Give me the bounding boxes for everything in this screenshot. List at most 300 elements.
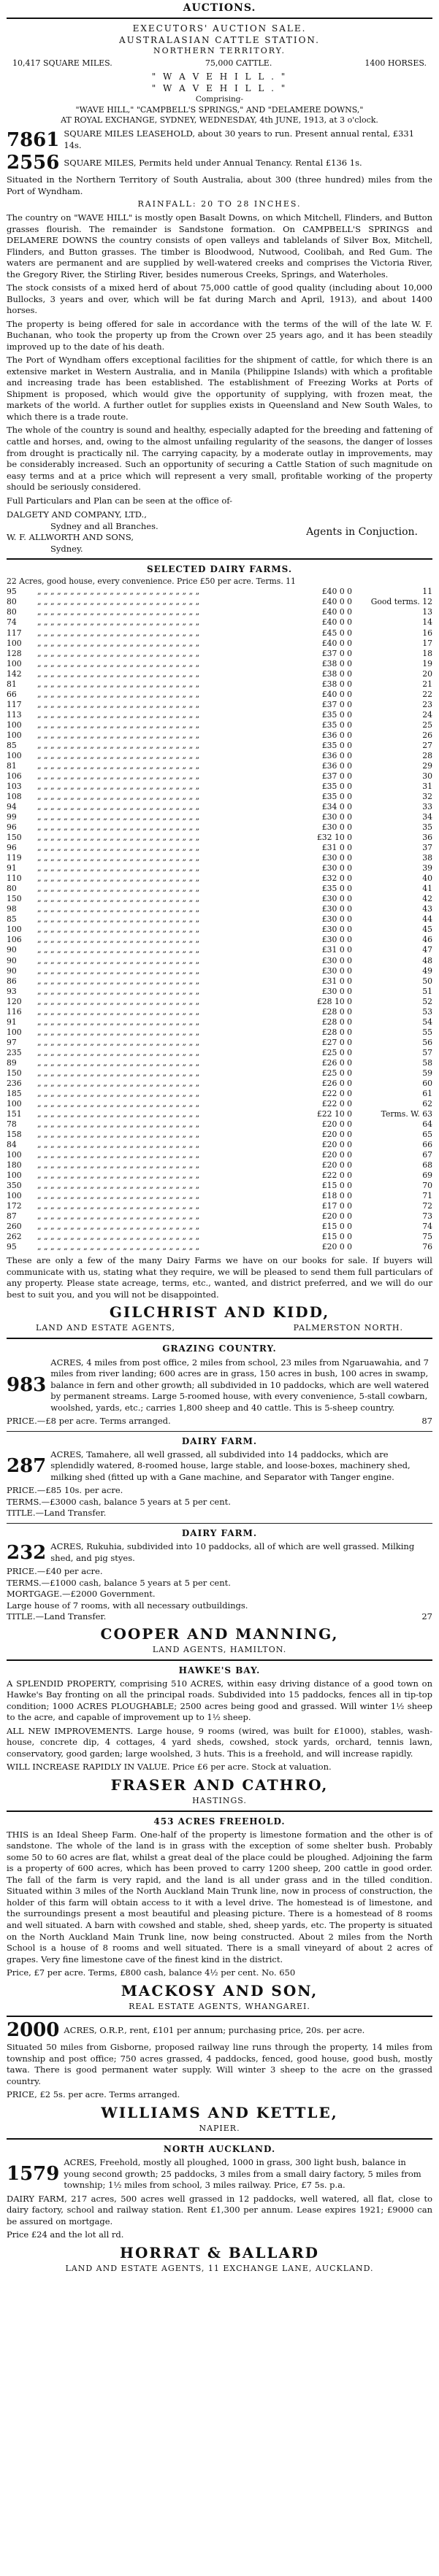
agent-location: Sydney and all Branches. [50, 520, 159, 531]
dairy-row-dots: „ „ „ „ „ „ „ „ „ „ „ „ „ „ „ „ „ „ „ „ „ „ „ „ „ [37, 965, 200, 976]
dairy-row-dots: „ „ „ „ „ „ „ „ „ „ „ „ „ „ „ „ „ „ „ „ „ „ „ „ „ [37, 1160, 200, 1171]
dairy-row-price: £27 0 0 [321, 1037, 352, 1047]
dairy-farm-row [7, 935, 432, 945]
dairy-farm-1-terms: TERMS.—£3000 cash, balance 5 years at 5 per cent. [7, 1496, 231, 1507]
dairy-row-terms: 60 [422, 1078, 432, 1088]
dairy-row-price: £15 0 0 [321, 1181, 352, 1191]
dairy-farm-1-price: PRICE.—£85 10s. per acre. [7, 1485, 123, 1496]
dairy-farm-row [7, 874, 432, 884]
dairy-row-price: £30 0 0 [321, 965, 352, 976]
grazing-heading: GRAZING COUNTRY. [162, 1343, 277, 1354]
newspaper-page [7, 2, 432, 2274]
dairy-row-acres: 81 [7, 760, 17, 771]
dairy-farm-row [7, 843, 432, 853]
dairy-row-acres: 100 [7, 750, 22, 760]
dairy-farm-row [7, 1007, 432, 1017]
hawkes-bay-increase: WILL INCREASE RAPIDLY IN VALUE. Price £6 per acre. Stock at valuation. [7, 1762, 332, 1773]
dairy-row-terms: 33 [422, 802, 432, 812]
dairy-farm-row [7, 833, 432, 843]
dairy-row-terms: 23 [422, 699, 432, 709]
dairy-row-price: £35 0 0 [321, 720, 352, 730]
dairy-farm-2-heading: DAIRY FARM. [181, 1527, 258, 1538]
dairy-farm-row [7, 1150, 432, 1160]
dairy-farm-row [7, 997, 432, 1007]
dairy-row-price: £40 0 0 [321, 689, 352, 699]
dairy-row-dots: „ „ „ „ „ „ „ „ „ „ „ „ „ „ „ „ „ „ „ „ „ „ „ „ „ [37, 914, 200, 925]
lease-1-text: SQUARE MILES LEASEHOLD, about 30 years to run. Present annual rental, £331 14s. [64, 128, 415, 150]
dairy-row-acres: 172 [7, 1201, 22, 1211]
dairy-row-price: £31 0 0 [321, 945, 352, 955]
dairy-row-terms: 56 [422, 1037, 432, 1047]
dairy-row-terms: 69 [422, 1171, 432, 1181]
dairy-row-acres: 80 [7, 884, 17, 894]
dairy-row-acres: 96 [7, 843, 17, 853]
dairy-row-terms: 47 [422, 945, 432, 955]
dairy-farm-row [7, 1017, 432, 1027]
dairy-row-acres: 235 [7, 1047, 22, 1057]
dairy-row-dots: „ „ „ „ „ „ „ „ „ „ „ „ „ „ „ „ „ „ „ „ „ „ „ „ „ [37, 1078, 200, 1088]
dairy-row-acres: 96 [7, 822, 17, 833]
dairy-row-terms: 17 [422, 638, 432, 648]
dairy-row-dots: „ „ „ „ „ „ „ „ „ „ „ „ „ „ „ „ „ „ „ „ „ „ „ „ „ [37, 658, 200, 668]
dairy-row-price: £36 0 0 [321, 730, 352, 740]
dairy-row-price: £28 10 0 [316, 996, 352, 1006]
williams-sub: NAPIER. [199, 2123, 240, 2133]
hawkes-bay-heading: HAWKE'S BAY. [178, 1665, 261, 1675]
dairy-row-terms: 42 [422, 894, 432, 904]
dairy-row-acres: 98 [7, 904, 17, 914]
lease-2-number: 2556 [7, 152, 60, 174]
dairy-row-acres: 116 [7, 1006, 22, 1017]
dairy-row-dots: „ „ „ „ „ „ „ „ „ „ „ „ „ „ „ „ „ „ „ „ „ „ „ „ „ [37, 740, 200, 750]
dairy-farm-2-title-line [7, 1611, 432, 1623]
dairy-row-terms: 36 [422, 833, 432, 843]
north-auckland-dairy: DAIRY FARM, 217 acres, 500 acres well grassed in 12 paddocks, well watered, all flat, close to dairy factory, school and railway station. Rent £1,300 per annum. Lease expires 1921; £9000 can be assured on mortgage. [7, 2193, 432, 2226]
dairy-row-price: £20 0 0 [321, 1140, 352, 1150]
dairy-farm-row [7, 1191, 432, 1201]
dairy-farm-row [7, 853, 432, 863]
dairy-farm-row [7, 822, 432, 833]
dairy-row-acres: 151 [7, 1108, 22, 1119]
dairy-row-terms: 35 [422, 822, 432, 833]
dairy-row-terms: 72 [422, 1201, 432, 1211]
dairy-row-dots: „ „ „ „ „ „ „ „ „ „ „ „ „ „ „ „ „ „ „ „ „ „ „ „ „ [37, 822, 200, 833]
dairy-row-terms: 48 [422, 955, 432, 965]
agents-list [7, 509, 159, 555]
dairy-row-dots: „ „ „ „ „ „ „ „ „ „ „ „ „ „ „ „ „ „ „ „ „ „ „ „ „ [37, 699, 200, 709]
dairy-row-dots: „ „ „ „ „ „ „ „ „ „ „ „ „ „ „ „ „ „ „ „ „ „ „ „ „ [37, 1119, 200, 1129]
dairy-row-terms: 76 [422, 1242, 432, 1252]
section-title: AUCTIONS. [183, 2, 256, 14]
dairy-row-dots: „ „ „ „ „ „ „ „ „ „ „ „ „ „ „ „ „ „ „ „ „ „ „ „ „ [37, 607, 200, 617]
dairy-farm-row [7, 690, 432, 700]
dairy-farm-row [7, 1160, 432, 1171]
dairy-row-acres: 74 [7, 617, 17, 628]
dairy-row-dots: „ „ „ „ „ „ „ „ „ „ „ „ „ „ „ „ „ „ „ „ „ „ „ „ „ [37, 638, 200, 648]
dairy-row-terms: 49 [422, 965, 432, 976]
dairy-row-dots: „ „ „ „ „ „ „ „ „ „ „ „ „ „ „ „ „ „ „ „ „ „ „ „ „ [37, 781, 200, 791]
dairy-row-price: £20 0 0 [321, 1242, 352, 1252]
dairy-farm-row [7, 976, 432, 987]
dairy-row-dots: „ „ „ „ „ „ „ „ „ „ „ „ „ „ „ „ „ „ „ „ „ „ „ „ „ [37, 1222, 200, 1232]
station-name: AUSTRALASIAN CATTLE STATION. [119, 35, 320, 46]
dairy-farm-row [7, 771, 432, 782]
wave-hill-line-2: " W A V E H I L L . " [151, 83, 288, 94]
grazing-price-line [7, 1416, 432, 1427]
dairy-row-dots: „ „ „ „ „ „ „ „ „ „ „ „ „ „ „ „ „ „ „ „ „ „ „ „ „ [37, 884, 200, 894]
dairy-row-dots: „ „ „ „ „ „ „ „ „ „ „ „ „ „ „ „ „ „ „ „ „ „ „ „ „ [37, 996, 200, 1006]
dairy-row-dots: „ „ „ „ „ „ „ „ „ „ „ „ „ „ „ „ „ „ „ „ „ „ „ „ „ [37, 853, 200, 863]
dairy-row-price: £37 0 0 [321, 699, 352, 709]
dairy-farm-row [7, 628, 432, 639]
dairy-farm-row [7, 710, 432, 720]
north-auckland-number: 1579 [7, 2163, 60, 2186]
dairy-row-acres: 80 [7, 607, 17, 617]
divider [7, 2138, 432, 2140]
dairy-row-dots: „ „ „ „ „ „ „ „ „ „ „ „ „ „ „ „ „ „ „ „ „ „ „ „ „ [37, 709, 200, 720]
paragraph: The stock consists of a mixed herd of about 75,000 cattle of good quality (including about 10,000 Bullocks, 3 years and over, which will be fat during March and April, 1913), and about 1400 horses. [7, 282, 432, 316]
dairy-row-price: £18 0 0 [321, 1191, 352, 1201]
dairy-farm-row [7, 1068, 432, 1079]
dairy-row-price: £36 0 0 [321, 750, 352, 760]
dairy-row-dots: „ „ „ „ „ „ „ „ „ „ „ „ „ „ „ „ „ „ „ „ „ „ „ „ „ [37, 955, 200, 965]
fraser-sub: HASTINGS. [192, 1795, 247, 1805]
divider [7, 1431, 432, 1432]
dairy-farm-2-title: TITLE.—Land Transfer. [7, 1611, 107, 1622]
dairy-row-terms: 67 [422, 1150, 432, 1160]
dairy-row-terms: 44 [422, 914, 432, 925]
dairy-row-price: £35 0 0 [321, 792, 352, 801]
dairy-row-terms: 19 [422, 658, 432, 668]
dairy-farm-row [7, 1079, 432, 1089]
paragraph: The country on "WAVE HILL" is mostly open Basalt Downs, on which Mitchell, Flinders, and Button grasses flourish. The remainder is Sandstone formation. On CAMPBELL'S SPRINGS and DELAMERE DOWNS the country consists of open valleys and tablelands of Silver Box, Mitchell, Flinders, and Button grasses. The timber is Bloodwood, Nutwood, Coolibah, and Red Gum. The waters are permanent and are supplied by well-watered creeks and comprises the Victoria River, the Gregory River, the Stirling River, besides numerous Creeks, Springs, and Waterholes. [7, 212, 432, 279]
dairy-row-terms: 51 [422, 986, 432, 996]
lease-2 [7, 153, 432, 172]
dairy-row-acres: 350 [7, 1181, 22, 1191]
dairy-farm-row [7, 587, 432, 597]
dairy-row-acres: 100 [7, 1171, 22, 1181]
dairy-row-price: £30 0 0 [321, 863, 352, 874]
dairy-row-terms: 29 [422, 760, 432, 771]
dairy-row-terms: 22 [422, 689, 432, 699]
dairy-row-terms: 70 [422, 1181, 432, 1191]
dairy-row-acres: 84 [7, 1140, 17, 1150]
dairy-row-dots: „ „ „ „ „ „ „ „ „ „ „ „ „ „ „ „ „ „ „ „ „ „ „ „ „ [37, 1181, 200, 1191]
dairy-row-terms: 55 [422, 1027, 432, 1037]
cooper-sub: LAND AGENTS, HAMILTON. [152, 1644, 287, 1654]
grazing-text: ACRES, 4 miles from post office, 2 miles from school, 23 miles from Ngaruawahia, and 7 miles from river landing; 600 acres are in grass, 150 acres in bush, 100 acres in swamp, balance in fern and other growth; all subdivided in 10 paddocks, which are well watered by permanent streams. Large 5-roomed house, with every convenience, 5-stall cowbarn, woolshed, yards, etc.; carries 1,800 sheep and 40 cattle. This is 5-sheep country. [50, 1357, 430, 1413]
divider [7, 1338, 432, 1339]
north-auckland-heading: NORTH AUCKLAND. [163, 2143, 276, 2154]
dairy-row-acres: 113 [7, 709, 22, 720]
dairy-farm-row [7, 812, 432, 822]
dairy-row-dots: „ „ „ „ „ „ „ „ „ „ „ „ „ „ „ „ „ „ „ „ „ „ „ „ „ [37, 904, 200, 914]
dairy-row-terms: 11 [422, 587, 432, 597]
dairy-row-price: £20 0 0 [321, 1130, 352, 1140]
dairy-row-dots: „ „ „ „ „ „ „ „ „ „ „ „ „ „ „ „ „ „ „ „ „ „ „ „ „ [37, 1037, 200, 1047]
dairy-row-acres: 180 [7, 1160, 22, 1171]
dairy-row-terms: Terms. W. 63 [381, 1108, 432, 1119]
dairy-farms-list [7, 576, 432, 1252]
dairy-row-price: £22 10 0 [316, 1108, 352, 1119]
dairy-row-terms: 54 [422, 1017, 432, 1027]
dairy-row-price: £35 0 0 [321, 740, 352, 750]
dairy-row-acres: 90 [7, 965, 17, 976]
freehold-heading: 453 ACRES FREEHOLD. [153, 1816, 286, 1827]
dairy-row-acres: 158 [7, 1130, 22, 1140]
dairy-row-terms: 24 [422, 709, 432, 720]
dairy-farm-row [7, 639, 432, 649]
dairy-row-acres: 185 [7, 1088, 22, 1098]
dairy-row-price: £17 0 0 [321, 1201, 352, 1211]
dairy-row-dots: „ „ „ „ „ „ „ „ „ „ „ „ „ „ „ „ „ „ „ „ „ „ „ „ „ [37, 587, 200, 597]
dairy-row-acres: 85 [7, 740, 17, 750]
dairy-row-acres: 78 [7, 1119, 17, 1129]
divider [7, 18, 432, 19]
dairy-row-dots: „ „ „ „ „ „ „ „ „ „ „ „ „ „ „ „ „ „ „ „ „ „ „ „ „ [37, 945, 200, 955]
dairy-row-dots: „ „ „ „ „ „ „ „ „ „ „ „ „ „ „ „ „ „ „ „ „ „ „ „ „ [37, 771, 200, 781]
dairy-row-acres: 100 [7, 1027, 22, 1037]
dairy-row-terms: 75 [422, 1232, 432, 1242]
divider [7, 1810, 432, 1812]
dairy-row-dots: „ „ „ „ „ „ „ „ „ „ „ „ „ „ „ „ „ „ „ „ „ „ „ „ „ [37, 1068, 200, 1078]
dairy-row-price: £36 0 0 [321, 760, 352, 771]
lease-1 [7, 128, 432, 151]
dairy-farm-row [7, 679, 432, 690]
dairy-farm-row [7, 904, 432, 914]
dairy-row-acres: 120 [7, 996, 22, 1006]
dairy-farm-row [7, 1058, 432, 1068]
grazing-num-tag: 87 [421, 1416, 432, 1427]
wave-hill-line-1: " W A V E H I L L . " [151, 72, 288, 82]
hawkes-bay-text: A SPLENDID PROPERTY, comprising 510 ACRES, within easy driving distance of a good town on Hawke's Bay fronting on all the principal roads. Subdivided into 15 paddocks, fences all in tip-top condition; 1000 ACRES PLOUGHABLE; 2500 acres being good and grassed. Will winter 1½ sheep to the acre, and capable of improvement up to 1½ sheep. [7, 1678, 432, 1723]
dairy-row-terms: 39 [422, 863, 432, 874]
hawkes-bay-ad [7, 1665, 432, 1807]
dairy-row-terms: 52 [422, 996, 432, 1006]
dairy-row-terms: 30 [422, 771, 432, 781]
dairy-row-dots: „ „ „ „ „ „ „ „ „ „ „ „ „ „ „ „ „ „ „ „ „ „ „ „ „ [37, 1047, 200, 1057]
dairy-farm-row [7, 894, 432, 904]
dairy-row-dots: „ „ „ „ „ „ „ „ „ „ „ „ „ „ „ „ „ „ „ „ „ „ „ „ „ [37, 925, 200, 935]
dairy-farm-row [7, 863, 432, 874]
dairy-row-acres: 106 [7, 771, 22, 781]
dairy-row-price: £30 0 0 [321, 853, 352, 863]
dairy-row-price: £26 0 0 [321, 1057, 352, 1068]
dairy-farm-row [7, 751, 432, 761]
dairy-row-terms: 25 [422, 720, 432, 730]
dairy-row-acres: 81 [7, 679, 17, 689]
dairy-row-terms: 65 [422, 1130, 432, 1140]
dairy-row-dots: „ „ „ „ „ „ „ „ „ „ „ „ „ „ „ „ „ „ „ „ „ „ „ „ „ [37, 1006, 200, 1017]
dairy-farm-row [7, 966, 432, 976]
north-auckland-tail: Price £24 and the lot all rd. [7, 2229, 124, 2240]
executors-heading: EXECUTORS' AUCTION SALE. [132, 23, 307, 34]
dairy-row-price: £30 0 0 [321, 935, 352, 945]
dairy-row-acres: 95 [7, 587, 17, 597]
dairy-row-price: £45 0 0 [321, 628, 352, 638]
dairy-row-dots: „ „ „ „ „ „ „ „ „ „ „ „ „ „ „ „ „ „ „ „ „ „ „ „ „ [37, 1057, 200, 1068]
dairy-row-price: £22 0 0 [321, 1098, 352, 1108]
dairy-row-dots: „ „ „ „ „ „ „ „ „ „ „ „ „ „ „ „ „ „ „ „ „ „ „ „ „ [37, 1242, 200, 1252]
dairy-row-price: £38 0 0 [321, 658, 352, 668]
dairy-row-price: £30 0 0 [321, 822, 352, 833]
dairy-farm-2-terms: TERMS.—£1000 cash, balance 5 years at 5 per cent. [7, 1577, 231, 1588]
dairy-row-terms: 28 [422, 750, 432, 760]
hawkes-bay-improvements: ALL NEW IMPROVEMENTS. Large house, 9 rooms (wired, was built for £1000), stables, wash-house, concrete dip, 4 cottages, 4 yard sheds, cowshed, stock yards, orchard, tennis lawn, conservatory, good garden; large woolshed, 3 huts. This is a freehold, and will increase rapidly. [7, 1725, 432, 1759]
dairy-farm-row [7, 802, 432, 812]
dairy-row-acres: 95 [7, 1242, 17, 1252]
dairy-farm-row [7, 1171, 432, 1181]
north-auckland-ad [7, 2143, 432, 2275]
dairy-row-acres: 100 [7, 720, 22, 730]
acres-2000-price: PRICE, £2 5s. per acre. Terms arranged. [7, 2089, 180, 2100]
dairy-row-acres: 117 [7, 699, 22, 709]
dairy-farm-row [7, 1099, 432, 1109]
gilchrist-sub-left: LAND AND ESTATE AGENTS, [36, 1323, 175, 1333]
territory: NORTHERN TERRITORY. [153, 46, 286, 56]
dairy-row-price: £35 0 0 [321, 709, 352, 720]
dairy-farm-2-price: PRICE.—£40 per acre. [7, 1566, 103, 1577]
dairy-row-acres: 260 [7, 1222, 22, 1232]
divider [7, 1659, 432, 1661]
dairy-row-dots: „ „ „ „ „ „ „ „ „ „ „ „ „ „ „ „ „ „ „ „ „ „ „ „ „ [37, 1211, 200, 1222]
dairy-farm-row [7, 792, 432, 802]
dairy-row-acres: 236 [7, 1078, 22, 1088]
grazing-number: 983 [7, 1374, 47, 1397]
horrat-sub: LAND AND ESTATE AGENTS, 11 EXCHANGE LANE, AUCKLAND. [65, 2263, 374, 2273]
dairy-row-acres: 90 [7, 955, 17, 965]
dairy-farm-row [7, 1109, 432, 1119]
dairy-farm-row [7, 597, 432, 607]
dairy-row-terms: 50 [422, 976, 432, 986]
dairy-row-acres: 90 [7, 945, 17, 955]
dairy-row-terms: 16 [422, 628, 432, 638]
acres-2000-ad [7, 2021, 432, 2134]
dairy-farm-row [7, 730, 432, 741]
dairy-row-dots: „ „ „ „ „ „ „ „ „ „ „ „ „ „ „ „ „ „ „ „ „ „ „ „ „ [37, 894, 200, 904]
dairy-row-acres: 108 [7, 792, 22, 801]
dairy-row-price: £40 0 0 [321, 597, 352, 607]
dairy-farms-ad [7, 563, 432, 1334]
dairy-row-terms: 26 [422, 730, 432, 740]
stat-area: 10,417 SQUARE MILES. [12, 58, 112, 69]
acres-2000-para: Situated 50 miles from Gisborne, proposed railway line runs through the property, 14 miles from township and post office; 750 acres grassed, 4 paddocks, fenced, good house, good bush, mostly tawa. There is good permanent water supply. Will winter 3 sheep to the acre on the grassed country. [7, 2042, 432, 2086]
lease-1-number: 7861 [7, 128, 60, 151]
gilchrist-sub-right: PALMERSTON NORTH. [293, 1323, 403, 1333]
dairy-row-dots: „ „ „ „ „ „ „ „ „ „ „ „ „ „ „ „ „ „ „ „ „ „ „ „ „ [37, 843, 200, 853]
dairy-row-dots: „ „ „ „ „ „ „ „ „ „ „ „ „ „ „ „ „ „ „ „ „ „ „ „ „ [37, 1108, 200, 1119]
dairy-row-acres: 97 [7, 1037, 17, 1047]
dairy-row-acres: 103 [7, 781, 22, 791]
dairy-row-acres: 119 [7, 853, 22, 863]
dairy-row-dots: „ „ „ „ „ „ „ „ „ „ „ „ „ „ „ „ „ „ „ „ „ „ „ „ „ [37, 986, 200, 996]
dairy-farm-1-heading: DAIRY FARM. [181, 1435, 258, 1446]
dairy-farm-row [7, 1119, 432, 1130]
dairy-row-price: £32 10 0 [316, 833, 352, 843]
dairy-row-price: £37 0 0 [321, 648, 352, 658]
dairy-row-price: £22 0 0 [321, 1088, 352, 1098]
dairy-row-terms: 31 [422, 781, 432, 791]
dairy-row-acres: 150 [7, 894, 22, 904]
agent-location: Sydney. [50, 543, 83, 554]
acres-2000-body [7, 2021, 432, 2040]
dairy-row-dots: „ „ „ „ „ „ „ „ „ „ „ „ „ „ „ „ „ „ „ „ „ „ „ „ „ [37, 760, 200, 771]
dairy-row-dots: „ „ „ „ „ „ „ „ „ „ „ „ „ „ „ „ „ „ „ „ „ „ „ „ „ [37, 1150, 200, 1160]
dairy-row-price: £40 0 0 [321, 617, 352, 628]
dairy-row-dots: „ „ „ „ „ „ „ „ „ „ „ „ „ „ „ „ „ „ „ „ „ „ „ „ „ [37, 863, 200, 874]
dairy-row-acres: 117 [7, 628, 22, 638]
dairy-farm-row [7, 720, 432, 730]
dairy-row-dots: „ „ „ „ „ „ „ „ „ „ „ „ „ „ „ „ „ „ „ „ „ „ „ „ „ [37, 935, 200, 945]
north-auckland-text: ACRES, Freehold, mostly all ploughed, 1000 in grass, 300 light bush, balance in young second growth; 25 paddocks, 3 miles from a small dairy factory, 5 miles from township; 1½ miles from school, 3 miles railway. Price, £7 5s. p.a. [64, 2157, 421, 2191]
dairy-farm-row [7, 1211, 432, 1222]
dairy-farm-1-number: 287 [7, 1455, 47, 1478]
williams-agent: WILLIAMS AND KETTLE, [101, 2103, 338, 2121]
dairy-farm-row [7, 782, 432, 792]
dairy-farm-row [7, 617, 432, 628]
paragraph: The property is being offered for sale in accordance with the terms of the will of the late W. F. Buchanan, who took the property up from the Crown over 25 years ago, and it has been steadily improved up to the date of his death. [7, 318, 432, 352]
dairy-row-dots: „ „ „ „ „ „ „ „ „ „ „ „ „ „ „ „ „ „ „ „ „ „ „ „ „ [37, 1027, 200, 1037]
dairy-row-price: £26 0 0 [321, 1078, 352, 1088]
dairy-farm-row [7, 1089, 432, 1099]
dairy-row-dots: „ „ „ „ „ „ „ „ „ „ „ „ „ „ „ „ „ „ „ „ „ „ „ „ „ [37, 1098, 200, 1108]
dairy-farm-2-num-tag: 27 [421, 1611, 432, 1622]
dairy-farm-row [7, 956, 432, 966]
mackosy-agent: MACKOSY AND SON, [121, 1981, 318, 2000]
dairy-row-terms: 58 [422, 1057, 432, 1068]
dairy-row-terms: 14 [422, 617, 432, 628]
agents-block [7, 509, 432, 555]
divider [7, 2016, 432, 2017]
dairy-row-terms: 59 [422, 1068, 432, 1078]
dairy-row-acres: 66 [7, 689, 17, 699]
dairy-row-price: £31 0 0 [321, 843, 352, 853]
dairy-row-acres: 150 [7, 1068, 22, 1078]
dairy-row-dots: „ „ „ „ „ „ „ „ „ „ „ „ „ „ „ „ „ „ „ „ „ „ „ „ „ [37, 1191, 200, 1201]
dairy-row-acres: 94 [7, 802, 17, 812]
dairy-first-line: 22 Acres, good house, every convenience. Price £50 per acre. Terms. 11 [7, 576, 296, 587]
stats-row [12, 58, 427, 69]
dairy-row-acres: 80 [7, 597, 17, 607]
grazing-price: PRICE.—£8 per acre. Terms arranged. [7, 1416, 171, 1427]
dairy-row-terms: Good terms. 12 [370, 597, 432, 607]
dairy-row-dots: „ „ „ „ „ „ „ „ „ „ „ „ „ „ „ „ „ „ „ „ „ „ „ „ „ [37, 628, 200, 638]
dairy-row-acres: 93 [7, 986, 17, 996]
dairy-row-dots: „ „ „ „ „ „ „ „ „ „ „ „ „ „ „ „ „ „ „ „ „ „ „ „ „ [37, 1171, 200, 1181]
dairy-row-dots: „ „ „ „ „ „ „ „ „ „ „ „ „ „ „ „ „ „ „ „ „ „ „ „ „ [37, 720, 200, 730]
divider [7, 558, 432, 560]
divider [7, 1523, 432, 1524]
freehold-ad [7, 1816, 432, 2013]
dairy-row-price: £32 0 0 [321, 874, 352, 884]
dairy-farm-row [7, 761, 432, 771]
dairy-row-acres: 91 [7, 863, 17, 874]
dairy-row-dots: „ „ „ „ „ „ „ „ „ „ „ „ „ „ „ „ „ „ „ „ „ „ „ „ „ [37, 802, 200, 812]
dairy-row-acres: 110 [7, 874, 22, 884]
dairy-row-terms: 64 [422, 1119, 432, 1129]
dairy-row-dots: „ „ „ „ „ „ „ „ „ „ „ „ „ „ „ „ „ „ „ „ „ „ „ „ „ [37, 1201, 200, 1211]
stat-cattle: 75,000 CATTLE. [205, 58, 272, 69]
dairy-row-terms: 20 [422, 668, 432, 679]
dairy-row-terms: 66 [422, 1140, 432, 1150]
dairy-row-price: £20 0 0 [321, 1119, 352, 1129]
dairy-row-terms: 13 [422, 607, 432, 617]
dairy-rows [7, 587, 432, 1252]
agent-name: W. F. ALLWORTH AND SONS, [7, 532, 134, 543]
dairy-row-terms: 61 [422, 1088, 432, 1098]
dairy-farm-2-ad [7, 1527, 432, 1656]
paragraph: The Port of Wyndham offers exceptional facilities for the shipment of cattle, for which there is an extensive market in Western Australia, and in Manila (Philippine Islands) with which a profitable and increasing trade has been established. The establishment of Freezing Works at Ports of Shipment is proposed, which would give the opportunity of supplying, with frozen meat, the markets of the world. A further outlet for supplies exists in Queensland and New South Wales, to which there is a trade route. [7, 355, 432, 422]
